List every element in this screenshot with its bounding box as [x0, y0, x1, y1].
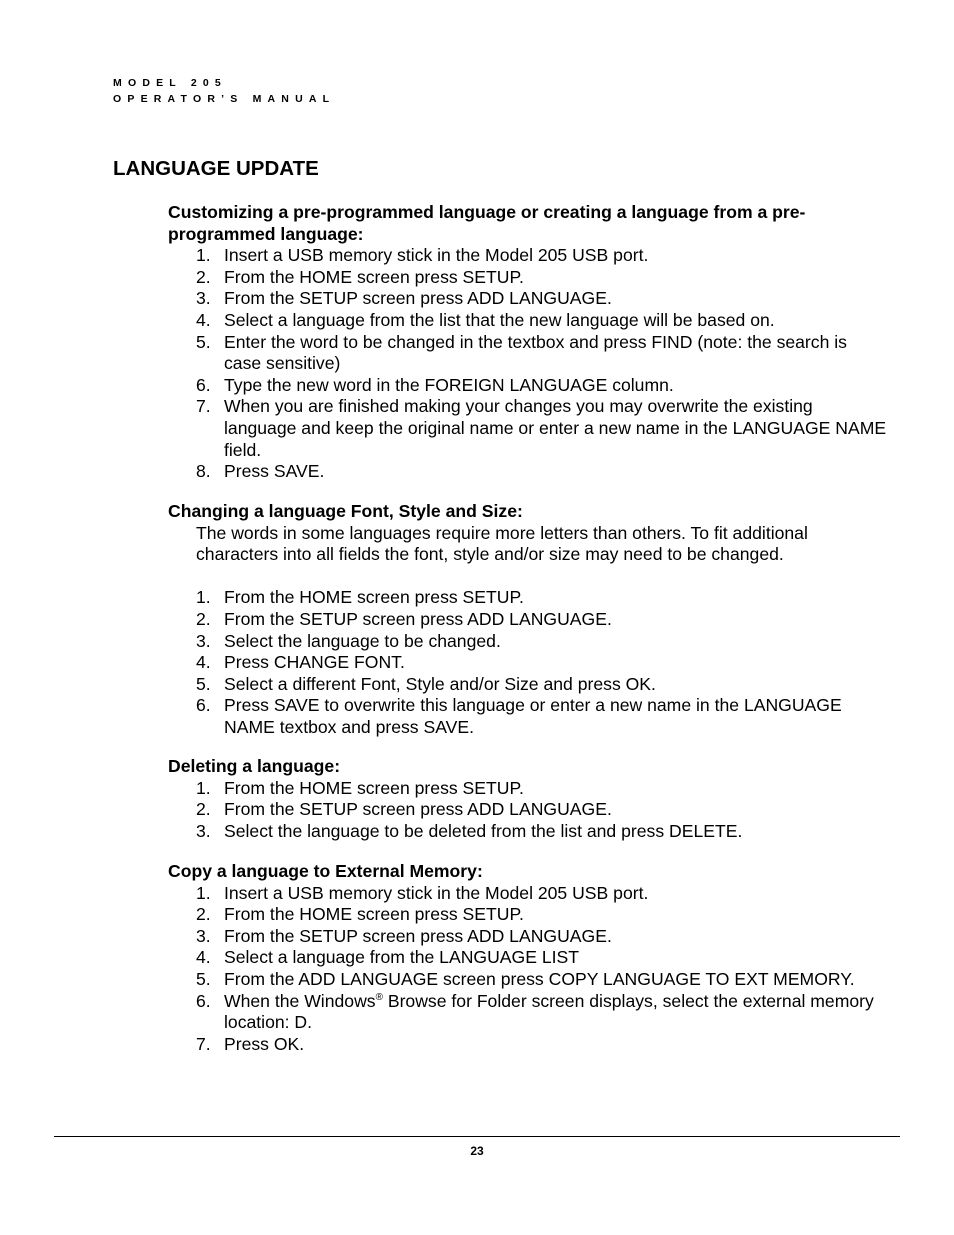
section-heading: Copy a language to External Memory:: [168, 861, 483, 881]
section-heading: Changing a language Font, Style and Size:: [168, 501, 523, 521]
list-item: 7. When you are finished making your changes you may overwrite the existing language and keep the original name or enter a new name in the LANGUAGE NAME field.: [196, 396, 887, 460]
list-item: 4. Select a language from the list that the new language will be based on.: [196, 309, 775, 330]
section-heading: Deleting a language:: [168, 756, 341, 776]
header-manual: OPERATOR’S MANUAL: [113, 93, 336, 105]
section-customizing: [168, 202, 888, 483]
list-item: 1. From the HOME screen press SETUP.: [196, 777, 524, 798]
section-copy-external: [168, 861, 888, 1055]
list-item: 4. Press CHANGE FONT.: [196, 652, 405, 673]
list-item: 1. From the HOME screen press SETUP.: [196, 587, 524, 608]
list-item: 1. Insert a USB memory stick in the Model 205 USB port.: [196, 245, 649, 266]
registered-mark: ®: [375, 991, 383, 1003]
section-font-style-size: [168, 501, 888, 739]
page-title: LANGUAGE UPDATE: [113, 157, 319, 180]
list-item: 1. Insert a USB memory stick in the Model 205 USB port.: [196, 882, 649, 903]
list-item: 8. Press SAVE.: [196, 461, 325, 482]
list-item: 7. Press OK.: [196, 1033, 305, 1054]
list-item: 5. Enter the word to be changed in the textbox and press FIND (note: the search is case sensitive): [196, 331, 847, 374]
steps-list: [168, 245, 888, 483]
list-item: 6. Press SAVE to overwrite this language or enter a new name in the LANGUAGE NAME textbox and press SAVE.: [196, 695, 842, 737]
list-item: 4. Select a language from the LANGUAGE LIST: [196, 947, 579, 968]
list-item: 6. When the Windows® Browse for Folder screen displays, select the external memory location: D.: [196, 990, 874, 1033]
list-item: 2. From the HOME screen press SETUP.: [196, 266, 524, 287]
footer-rule: [54, 1136, 900, 1137]
header-model: MODEL 205: [113, 77, 227, 89]
list-item: 5. Select a different Font, Style and/or Size and press OK.: [196, 673, 656, 694]
section-deleting: [168, 756, 888, 842]
section-heading: Customizing a pre-programmed language or creating a language from a pre-programmed language:: [168, 202, 806, 244]
list-item: 2. From the SETUP screen press ADD LANGUAGE.: [196, 799, 612, 820]
steps-list: [168, 587, 888, 738]
steps-list: [168, 883, 888, 1056]
list-item: 3. From the SETUP screen press ADD LANGUAGE.: [196, 925, 612, 946]
list-item: 3. Select the language to be deleted from the list and press DELETE.: [196, 820, 743, 841]
page-number: 23: [470, 1144, 484, 1158]
list-item: 3. Select the language to be changed.: [196, 630, 501, 651]
list-item: 3. From the SETUP screen press ADD LANGUAGE.: [196, 288, 612, 309]
list-item: 2. From the HOME screen press SETUP.: [196, 904, 524, 925]
list-item: 6. Type the new word in the FOREIGN LANGUAGE column.: [196, 374, 674, 395]
list-item: 2. From the SETUP screen press ADD LANGUAGE.: [196, 608, 612, 629]
steps-list: [168, 778, 888, 843]
list-item: 5. From the ADD LANGUAGE screen press COPY LANGUAGE TO EXT MEMORY.: [196, 968, 855, 989]
section-intro: The words in some languages require more letters than others. To fit additional characters into all fields the font, style and/or size may need to be changed.: [196, 522, 808, 565]
